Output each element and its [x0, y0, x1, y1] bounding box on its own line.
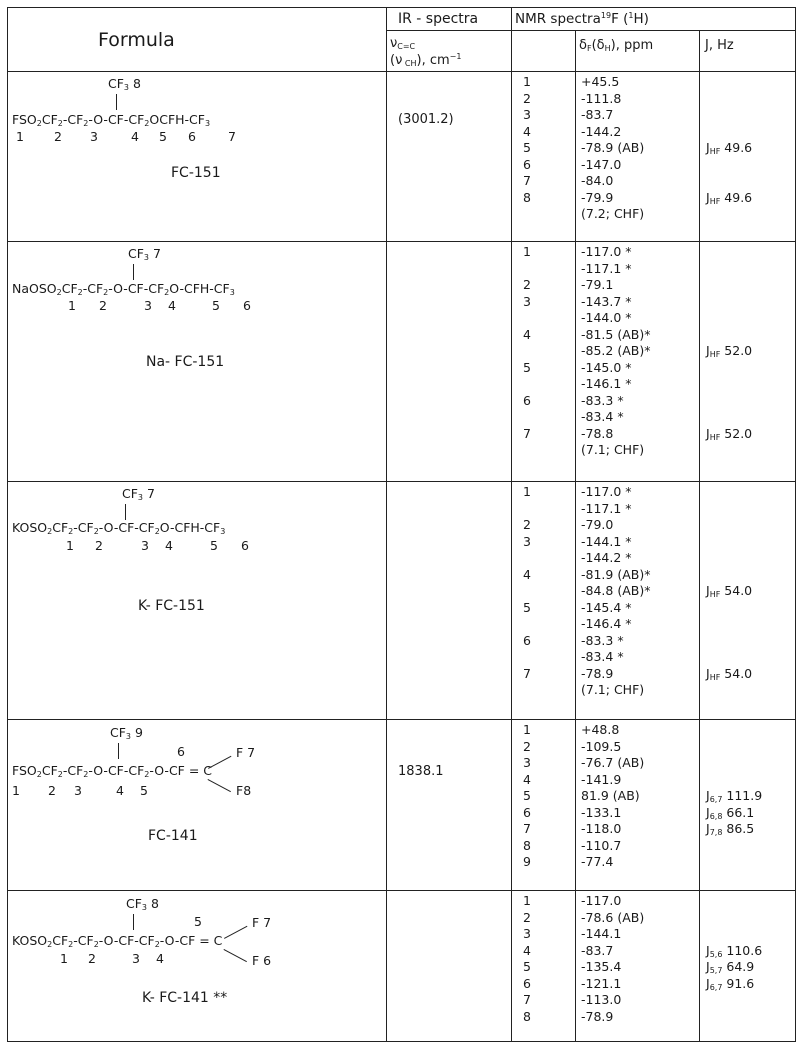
column-divider-ir-nmr: [511, 8, 512, 1041]
atom-number: 5: [140, 783, 148, 798]
nmr-chemical-shift: -76.7 (AB): [581, 755, 645, 770]
nmr-chemical-shift: -141.9: [581, 771, 622, 787]
nmr-chemical-shift: -78.9: [581, 1008, 614, 1024]
formula-k151-main: $KOSO_2CF_2-CF_2-O-CF-CF_2O-CFH-CF_3$: [12, 520, 226, 536]
nmr-atom-number: 4: [523, 326, 531, 342]
nmr-atom-number: 7: [523, 425, 531, 441]
nmr-chemical-shift: -117.0 *: [581, 484, 632, 499]
compound-name-k141: K- FC-141 **: [142, 990, 228, 1006]
atom-number: 5: [210, 538, 218, 553]
nmr-chemical-shift: -83.3 *: [581, 392, 624, 408]
nmr-atom-number: 5: [523, 599, 531, 615]
formula-na151-cf3: $CF_3$ 7: [128, 246, 161, 262]
nmr-chemical-shift: -117.1 *: [581, 500, 632, 516]
nmr-chemical-shift: -78.9: [581, 665, 614, 681]
bond-line: [133, 914, 134, 930]
atom-number: 4: [116, 783, 124, 798]
header-formula: Formula: [98, 29, 175, 51]
nmr-atom-number: 9: [523, 854, 531, 869]
nmr-chemical-shift: -109.5: [581, 738, 622, 754]
formula-k141-f7: F 7: [252, 915, 272, 930]
nmr-atom-number: 1: [523, 244, 531, 259]
nmr-chemical-shift: (7.2; CHF): [581, 206, 645, 221]
nmr-chemical-shift: -146.4 *: [581, 616, 632, 631]
nmr-atom-number: 7: [523, 665, 531, 681]
ir-value-fc151: (3001.2): [398, 112, 454, 127]
nmr-atom-number: 6: [523, 156, 531, 172]
bond-line: [125, 504, 126, 520]
double-bond-lower: [224, 949, 247, 962]
nmr-chemical-shift: +45.5: [581, 74, 620, 89]
atom-number: 4: [168, 298, 176, 313]
atom-number: 6: [243, 298, 251, 313]
atom-number: 1: [66, 538, 74, 553]
atom-number: 3: [141, 538, 149, 553]
nmr-chemical-shift: -81.9 (AB)*: [581, 566, 651, 582]
column-divider-formula-ir: [386, 8, 387, 1041]
nmr-atom-number: 3: [523, 755, 531, 770]
formula-fc151-main: $FSO_2CF_2-CF_2-O-CF-CF_2OCFH-CF_3$: [12, 112, 211, 128]
compound-name-fc141: FC-141: [148, 828, 198, 844]
nmr-chemical-shift: -144.2 *: [581, 550, 632, 565]
atom-number: 7: [228, 129, 236, 144]
nmr-chemical-shift: -79.1: [581, 277, 614, 292]
nmr-coupling-constant: $J_{HF}$ 54.0: [706, 583, 753, 599]
nmr-chemical-shift: -79.9: [581, 189, 614, 205]
nmr-chemical-shift: -110.7: [581, 837, 622, 853]
nmr-coupling-constant: $J_{HF}$ 52.0: [706, 343, 753, 359]
nmr-chemical-shift: -83.7: [581, 107, 614, 122]
nmr-coupling-constant: $J_{6,7}$ 111.9: [706, 788, 763, 804]
nmr-chemical-shift: +48.8: [581, 722, 620, 737]
nmr-coupling-constant: $J_{7,8}$ 86.5: [706, 821, 755, 837]
formula-fc141-f8: F8: [236, 783, 252, 798]
nmr-chemical-shift: -118.0: [581, 821, 622, 836]
nmr-atom-number: 8: [523, 189, 531, 205]
nmr-chemical-shift: -144.1 *: [581, 533, 632, 549]
nmr-atom-number: 3: [523, 533, 531, 549]
nmr-coupling-constant: $J_{HF}$ 49.6: [706, 140, 753, 156]
nmr-atom-number: 2: [523, 90, 531, 106]
nmr-atom-number: 5: [523, 359, 531, 375]
nmr-chemical-shift: -83.4 *: [581, 409, 624, 424]
header-nmr-spectra: NMR spectra$^{19}$F ($^1$H): [515, 11, 649, 27]
double-bond-upper: [224, 926, 247, 939]
nmr-atom-number: 4: [523, 566, 531, 582]
atom-number: 1: [12, 783, 20, 798]
nmr-atom-number: 5: [523, 959, 531, 974]
nmr-atom-number: 2: [523, 738, 531, 754]
nmr-coupling-constant: $J_{6,8}$ 66.1: [706, 804, 755, 821]
nmr-atom-number: 7: [523, 173, 531, 188]
header-j-hz: J, Hz: [705, 38, 734, 53]
compound-name-fc151: FC-151: [171, 165, 221, 181]
nmr-chemical-shift: -144.1: [581, 926, 622, 941]
bond-line: [116, 94, 117, 110]
row-divider-4: [8, 890, 795, 891]
nmr-chemical-shift: (7.1; CHF): [581, 442, 645, 457]
formula-k141-f6: F 6: [252, 953, 272, 968]
nmr-coupling-constant: $J_{HF}$ 49.6: [706, 189, 753, 206]
nmr-chemical-shift: -143.7 *: [581, 293, 632, 309]
nmr-coupling-constant: $J_{5,7}$ 64.9: [706, 959, 755, 975]
header-ir-spectra: IR - spectra: [398, 11, 479, 27]
formula-k141-cf3: $CF_3$ 8: [126, 896, 159, 912]
atom-number: 3: [144, 298, 152, 313]
nmr-atom-number: 3: [523, 293, 531, 309]
formula-fc151-cf3: $CF_3$ 8: [108, 76, 141, 92]
atom-number: 3: [74, 783, 82, 798]
nmr-atom-number: 1: [523, 893, 531, 908]
atom-number: 4: [131, 129, 139, 144]
atom-number: 3: [132, 951, 140, 966]
nmr-chemical-shift: -78.8: [581, 425, 614, 441]
formula-k141-five: 5: [194, 914, 202, 929]
nmr-atom-number: 4: [523, 123, 531, 139]
formula-fc141-six: 6: [177, 744, 185, 759]
double-bond-lower: [208, 779, 231, 792]
atom-number: 4: [165, 538, 173, 553]
atom-number: 1: [16, 129, 24, 144]
nmr-atom-number: 1: [523, 74, 531, 89]
atom-number: 3: [90, 129, 98, 144]
nmr-atom-number: 5: [523, 788, 531, 803]
nmr-chemical-shift: -77.4: [581, 854, 614, 869]
nmr-chemical-shift: 81.9 (AB): [581, 788, 640, 803]
nmr-atom-number: 2: [523, 277, 531, 292]
formula-fc141-cf3: $CF_3$ 9: [110, 725, 143, 741]
nmr-atom-number: 8: [523, 1008, 531, 1024]
atom-number: 2: [95, 538, 103, 553]
atom-number: 5: [212, 298, 220, 313]
header-ir-nu-cc: $\nu_{C=C}$: [390, 36, 416, 51]
ir-value-fc141: 1838.1: [398, 764, 444, 779]
nmr-atom-number: 2: [523, 517, 531, 532]
nmr-atom-number: 5: [523, 140, 531, 155]
nmr-coupling-constant: $J_{HF}$ 52.0: [706, 425, 753, 442]
nmr-data-table: [7, 7, 796, 1042]
nmr-chemical-shift: -144.0 *: [581, 310, 632, 325]
nmr-chemical-shift: -111.8: [581, 90, 622, 106]
atom-number: 1: [60, 951, 68, 966]
header-delta-ppm: $\delta_F(\delta_H)$, ppm: [579, 38, 654, 53]
nmr-atom-number: 1: [523, 484, 531, 499]
formula-fc141-main: $FSO_2CF_2-CF_2-O-CF-CF_2-O-CF = C$: [12, 763, 213, 779]
nmr-chemical-shift: -144.2: [581, 123, 622, 139]
nmr-atom-number: 3: [523, 926, 531, 941]
bond-line: [133, 264, 134, 280]
atom-number: 5: [159, 129, 167, 144]
formula-k151-cf3: $CF_3$ 7: [122, 486, 155, 502]
atom-number: 2: [99, 298, 107, 313]
nmr-chemical-shift: -78.6 (AB): [581, 909, 645, 925]
nmr-chemical-shift: -84.0: [581, 173, 614, 188]
nmr-atom-number: 4: [523, 942, 531, 958]
header-ir-unit: (ν $_{CH}$), $cm^{-1}$: [390, 52, 462, 68]
nmr-atom-number: 2: [523, 909, 531, 925]
nmr-atom-number: 4: [523, 771, 531, 787]
nmr-atom-number: 3: [523, 107, 531, 122]
nmr-atom-number: 6: [523, 632, 531, 648]
nmr-chemical-shift: -135.4: [581, 959, 622, 974]
nmr-chemical-shift: -117.1 *: [581, 260, 632, 276]
atom-number: 4: [156, 951, 164, 966]
nmr-chemical-shift: -147.0: [581, 156, 622, 172]
nmr-chemical-shift: -117.0: [581, 893, 622, 908]
nmr-coupling-constant: $J_{5,6}$ 110.6: [706, 942, 763, 959]
nmr-chemical-shift: -78.9 (AB): [581, 140, 645, 155]
nmr-chemical-shift: -83.4 *: [581, 649, 624, 664]
atom-number: 6: [188, 129, 196, 144]
header-bottom-line: [8, 71, 795, 72]
nmr-chemical-shift: -146.1 *: [581, 376, 632, 391]
nmr-atom-number: 6: [523, 975, 531, 991]
nmr-coupling-constant: $J_{6,7}$ 91.6: [706, 975, 755, 992]
compound-name-na151: Na- FC-151: [146, 354, 225, 370]
nmr-chemical-shift: -113.0: [581, 992, 622, 1007]
nmr-chemical-shift: -83.3 *: [581, 632, 624, 648]
nmr-chemical-shift: (7.1; CHF): [581, 682, 645, 697]
atom-number: 6: [241, 538, 249, 553]
nmr-chemical-shift: -84.8 (AB)*: [581, 583, 651, 598]
nmr-chemical-shift: -81.5 (AB)*: [581, 326, 651, 342]
formula-fc141-f7: F 7: [236, 745, 256, 760]
nmr-chemical-shift: -117.0 *: [581, 244, 632, 259]
header-subdivider: [386, 30, 795, 31]
row-divider-1: [8, 241, 795, 242]
formula-k141-main: $KOSO_2CF_2-CF_2-O-CF-CF_2-O-CF = C$: [12, 933, 223, 949]
nmr-chemical-shift: -79.0: [581, 517, 614, 532]
nmr-atom-number: 7: [523, 821, 531, 836]
nmr-chemical-shift: -121.1: [581, 975, 622, 991]
nmr-coupling-constant: $J_{HF}$ 54.0: [706, 665, 753, 682]
atom-number: 2: [48, 783, 56, 798]
nmr-atom-number: 8: [523, 837, 531, 853]
bond-line: [118, 743, 119, 759]
atom-number: 2: [54, 129, 62, 144]
nmr-atom-number: 6: [523, 392, 531, 408]
nmr-atom-number: 7: [523, 992, 531, 1007]
formula-na151-main: $NaOSO_2CF_2-CF_2-O-CF-CF_2O-CFH-CF_3$: [12, 281, 235, 297]
row-divider-2: [8, 481, 795, 482]
atom-number: 1: [68, 298, 76, 313]
nmr-chemical-shift: -83.7: [581, 942, 614, 958]
row-divider-3: [8, 719, 795, 720]
nmr-atom-number: 1: [523, 722, 531, 737]
nmr-chemical-shift: -133.1: [581, 804, 622, 820]
nmr-atom-number: 6: [523, 804, 531, 820]
nmr-chemical-shift: -145.0 *: [581, 359, 632, 375]
compound-name-k151: K- FC-151: [138, 598, 205, 614]
nmr-chemical-shift: -85.2 (AB)*: [581, 343, 651, 358]
nmr-chemical-shift: -145.4 *: [581, 599, 632, 615]
atom-number: 2: [88, 951, 96, 966]
